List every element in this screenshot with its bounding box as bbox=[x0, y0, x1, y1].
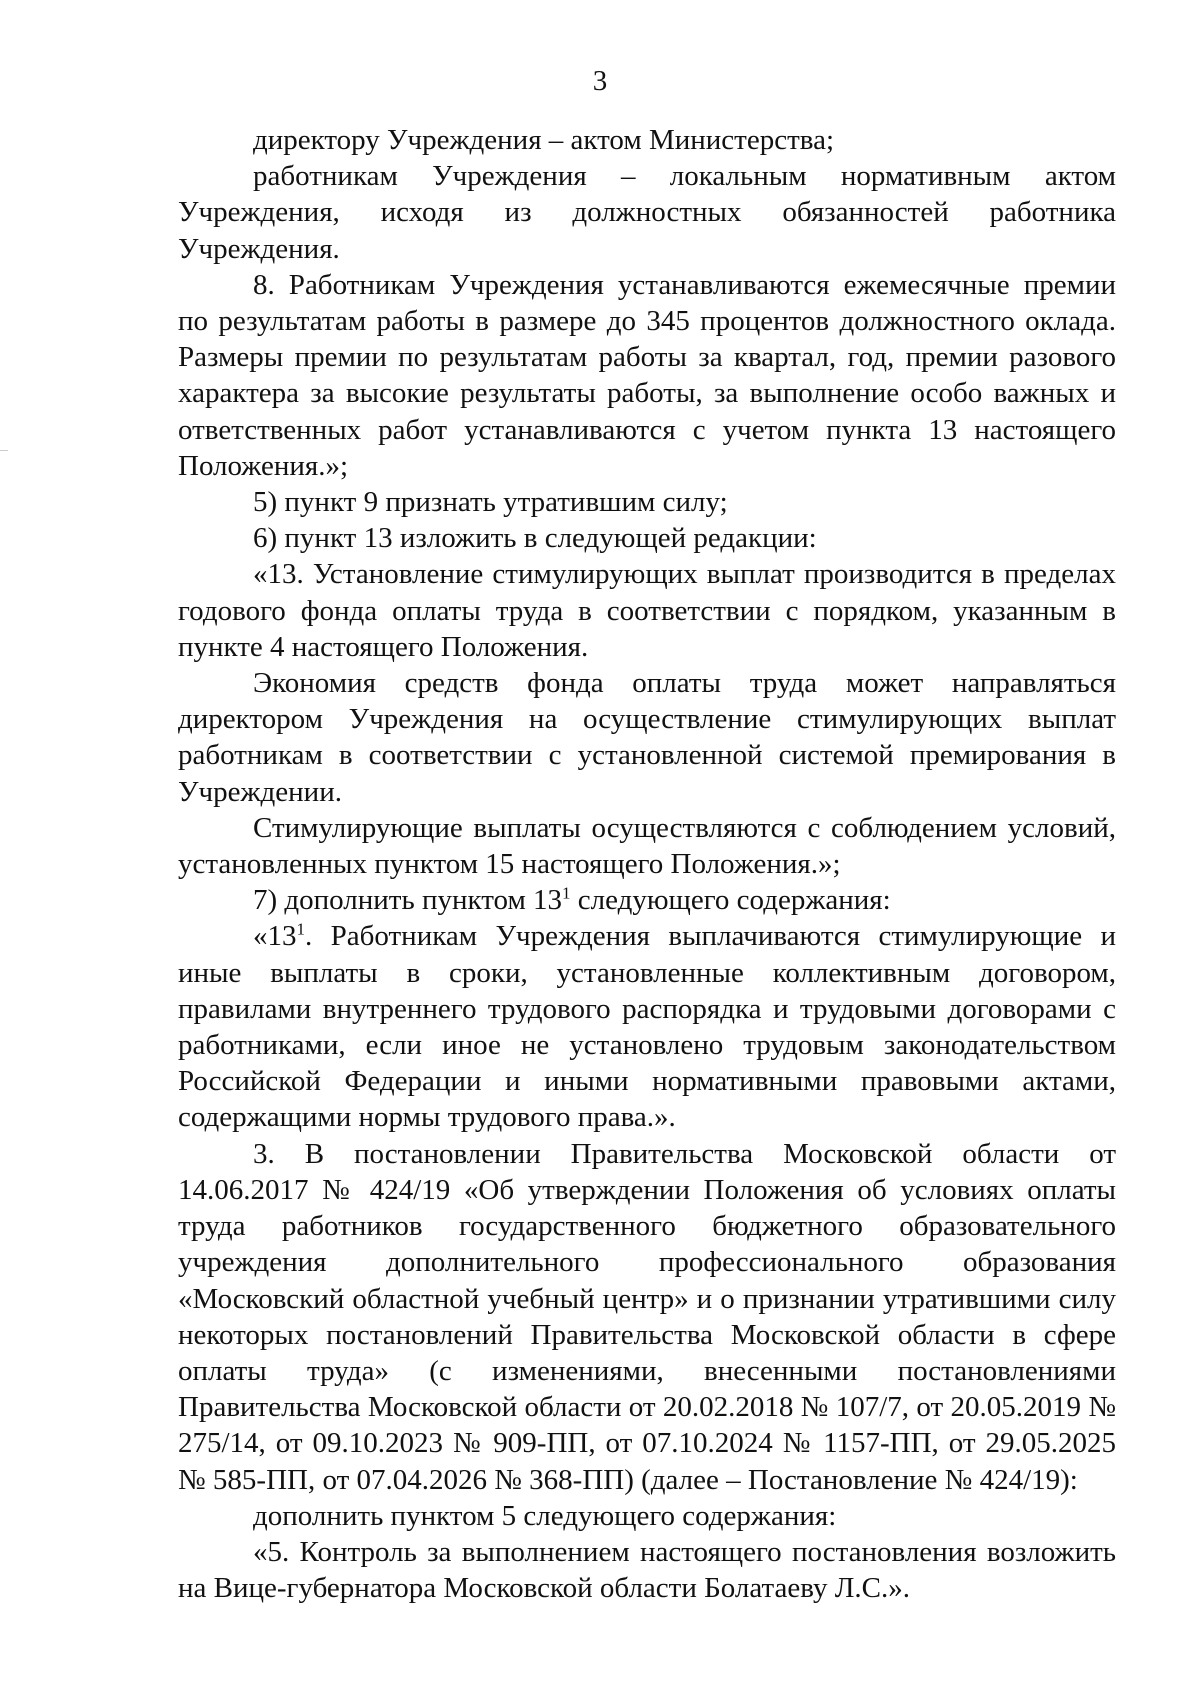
item7-superscript: 1 bbox=[562, 883, 571, 903]
item7-text-after: следующего содержания: bbox=[570, 884, 891, 917]
paragraph-item-13: «13. Установление стимулирующих выплат производится в пределах годового фонда оплаты труда в соответствии с порядком, указанным в пункте 4 настоящего Положения. bbox=[178, 558, 1116, 663]
item13-1-text-after: . Работникам Учреждения выплачиваются стимулирующие и иные выплаты в сроки, установленные коллективным договором, правилами внутреннего трудового распорядка и трудовыми договорами с работниками, если иное не установлено трудовым законодательством Российской Федерации и иными нормативными правовыми актами, содержащими нормы трудового права.». bbox=[178, 920, 1116, 1134]
paragraph-control: «5. Контроль за выполнением настоящего постановления возложить на Вице-губернатора Московской области Болатаеву Л.С.». bbox=[178, 1535, 1116, 1605]
document-body bbox=[178, 122, 1116, 1606]
paragraph-add-item-5: дополнить пунктом 5 следующего содержания: bbox=[253, 1499, 837, 1532]
item13-1-text-before: «13 bbox=[253, 920, 297, 953]
item7-text-before: 7) дополнить пунктом 13 bbox=[253, 884, 563, 917]
paragraph-savings: Экономия средств фонда оплаты труда может направляться директором Учреждения на осуществление стимулирующих выплат работникам в соответствии с установленной системой премирования в Учреждении. bbox=[178, 667, 1116, 808]
paragraph-item-7 bbox=[178, 882, 1116, 918]
paragraph-item-6: 6) пункт 13 изложить в следующей редакции: bbox=[253, 522, 817, 555]
paragraph-section-3: 3. В постановлении Правительства Московской области от 14.06.2017 № 424/19 «Об утверждении Положения об условиях оплаты труда работников государственного бюджетного образовательного учреждения дополнительного профессионального образования «Московский областной учебный центр» и о признании утратившими силу некоторых постановлений Правительства Московской области в сфере оплаты труда» (с изменениями, внесенными постановлениями Правительства Московской области от 20.02.2018 № 107/7, от 20.05.2019 № 275/14, от 09.10.2023 № 909-ПП, от 07.10.2024 № 1157-ПП, от 29.05.2025 № 585-ПП, от 07.04.2026 № 368-ПП) (далее – Постановление № 424/19): bbox=[178, 1137, 1116, 1496]
paragraph-item-8: 8. Работникам Учреждения устанавливаются ежемесячные премии по результатам работы в размере до 345 процентов должностного оклада. Размеры премии по результатам работы за квартал, год, премии разового характера за высокие результаты работы, за выполнение особо важных и ответственных работ устанавливаются с учетом пункта 13 настоящего Положения.»; bbox=[178, 268, 1116, 482]
paragraph-item-5: 5) пункт 9 признать утратившим силу; bbox=[253, 486, 728, 519]
paragraph-director: директору Учреждения – актом Министерства; bbox=[253, 124, 835, 156]
page-number: 3 bbox=[592, 65, 608, 97]
scan-mark bbox=[0, 450, 8, 455]
paragraph-item-13-1 bbox=[178, 918, 1116, 1135]
paragraph-employees: работникам Учреждения – локальным нормативным актом Учреждения, исходя из должностных обязанностей работника Учреждения. bbox=[178, 160, 1116, 265]
paragraph-incentive-conditions: Стимулирующие выплаты осуществляются с соблюдением условий, установленных пунктом 15 настоящего Положения.»; bbox=[178, 811, 1116, 881]
item13-1-superscript: 1 bbox=[296, 919, 305, 939]
